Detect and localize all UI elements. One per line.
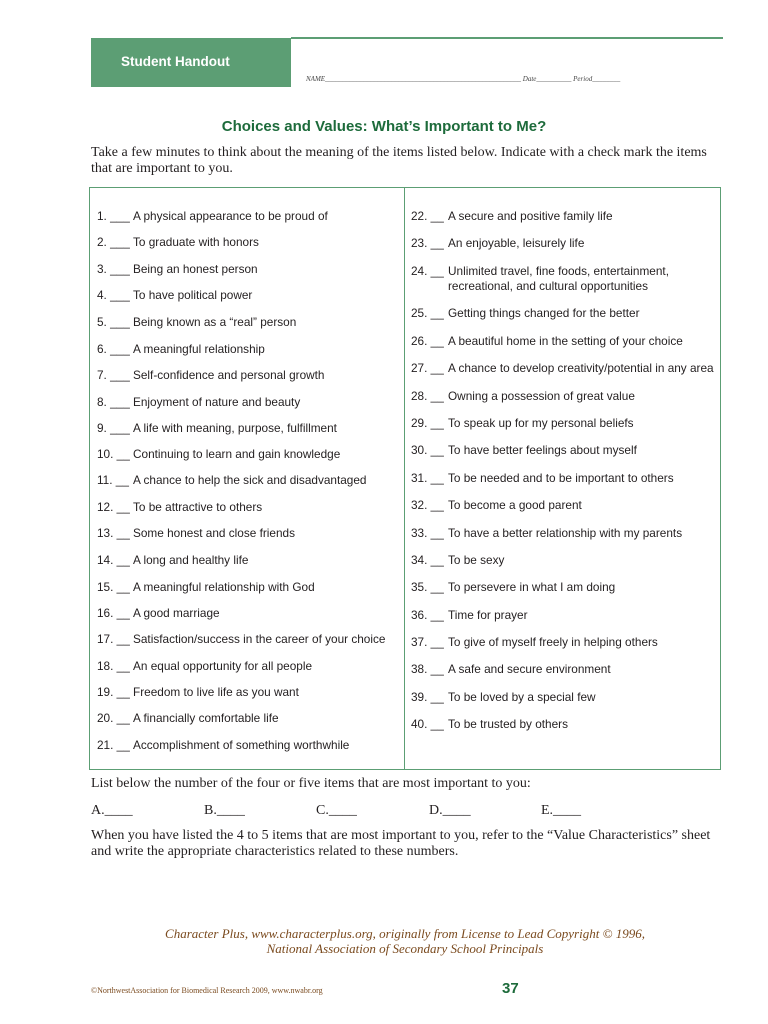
item-number-blank[interactable]: 10. __ bbox=[97, 447, 130, 461]
item-text: A secure and positive family life bbox=[448, 209, 613, 223]
copyright-footer: ©NorthwestAssociation for Biomedical Research 2009, www.nwabr.org bbox=[91, 986, 323, 995]
item-number-blank[interactable]: 28. __ bbox=[411, 389, 444, 403]
item-number-blank[interactable]: 31. __ bbox=[411, 471, 444, 485]
item-number-blank[interactable]: 12. __ bbox=[97, 500, 130, 514]
item-number-blank[interactable]: 23. __ bbox=[411, 236, 444, 250]
item-number-blank[interactable]: 32. __ bbox=[411, 498, 444, 512]
page-title: Choices and Values: What’s Important to Me? bbox=[221, 118, 547, 135]
item-text: To be attractive to others bbox=[133, 500, 263, 514]
blank-c[interactable]: C.____ bbox=[316, 803, 357, 818]
item-text: To persevere in what I am doing bbox=[448, 580, 616, 594]
item-text: Being an honest person bbox=[133, 262, 258, 276]
item-number-blank[interactable]: 8. ___ bbox=[97, 395, 130, 409]
item-number-blank[interactable]: 34. __ bbox=[411, 553, 444, 567]
item-text: Self-confidence and personal growth bbox=[133, 368, 325, 382]
item-text: Getting things changed for the better bbox=[448, 306, 640, 320]
item-number-blank[interactable]: 24. __ bbox=[411, 264, 444, 278]
item-text: A beautiful home in the setting of your choice bbox=[448, 334, 683, 348]
item-number-blank[interactable]: 33. __ bbox=[411, 526, 444, 540]
item-number-blank[interactable]: 4. ___ bbox=[97, 288, 130, 302]
credit-line-1: Character Plus, www.characterplus.org, originally from License to Lead Copyright © 1996, bbox=[165, 926, 645, 941]
item-number-blank[interactable]: 26. __ bbox=[411, 334, 444, 348]
header-banner bbox=[91, 38, 291, 87]
item-text: To have political power bbox=[133, 288, 253, 302]
item-number-blank[interactable]: 13. __ bbox=[97, 526, 130, 540]
item-number-blank[interactable]: 40. __ bbox=[411, 717, 444, 731]
item-number-blank[interactable]: 30. __ bbox=[411, 443, 444, 457]
item-number-blank[interactable]: 14. __ bbox=[97, 553, 130, 567]
blank-a[interactable]: A.____ bbox=[91, 803, 133, 818]
item-number-blank[interactable]: 9. ___ bbox=[97, 421, 130, 435]
item-number-blank[interactable]: 21. __ bbox=[97, 738, 130, 752]
name-date-period-line: NAME________________________________________________________ Date__________ Period________ bbox=[306, 75, 621, 83]
item-text-continued: recreational, and cultural opportunities bbox=[448, 279, 649, 293]
item-text: A good marriage bbox=[133, 606, 220, 620]
page-number: 37 bbox=[502, 980, 519, 997]
item-number-blank[interactable]: 37. __ bbox=[411, 635, 444, 649]
credit-citation bbox=[0, 926, 768, 956]
item-text: Satisfaction/success in the career of your choice bbox=[133, 632, 386, 646]
column-divider bbox=[404, 187, 405, 770]
item-number-blank[interactable]: 1. ___ bbox=[97, 209, 130, 223]
item-text: Continuing to learn and gain knowledge bbox=[133, 447, 341, 461]
item-text: To have better feelings about myself bbox=[448, 443, 637, 457]
credit-line-2: National Association of Secondary School Principals bbox=[266, 941, 544, 956]
item-number-blank[interactable]: 7. ___ bbox=[97, 368, 130, 382]
item-text: To be sexy bbox=[448, 553, 505, 567]
intro-text: Take a few minutes to think about the meaning of the items listed below. Indicate with a check mark the items that are important to you. bbox=[91, 145, 707, 176]
item-number-blank[interactable]: 17. __ bbox=[97, 632, 130, 646]
item-text: To give of myself freely in helping others bbox=[448, 635, 658, 649]
item-text: Unlimited travel, fine foods, entertainment, bbox=[448, 264, 669, 278]
item-number-blank[interactable]: 18. __ bbox=[97, 659, 130, 673]
item-number-blank[interactable]: 15. __ bbox=[97, 580, 130, 594]
blank-e[interactable]: E.____ bbox=[541, 803, 582, 818]
item-number-blank[interactable]: 11. __ bbox=[97, 473, 129, 487]
item-number-blank[interactable]: 19. __ bbox=[97, 685, 130, 699]
item-text: A physical appearance to be proud of bbox=[133, 209, 328, 223]
item-text: To graduate with honors bbox=[133, 235, 259, 249]
item-text: Owning a possession of great value bbox=[448, 389, 635, 403]
item-number-blank[interactable]: 27. __ bbox=[411, 361, 444, 375]
item-text: A financially comfortable life bbox=[133, 711, 279, 725]
list-prompt: List below the number of the four or five items that are most important to you: bbox=[91, 776, 531, 791]
item-number-blank[interactable]: 38. __ bbox=[411, 662, 444, 676]
item-text: To become a good parent bbox=[448, 498, 582, 512]
item-text: A safe and secure environment bbox=[448, 662, 611, 676]
item-text: A meaningful relationship bbox=[133, 342, 265, 356]
item-number-blank[interactable]: 25. __ bbox=[411, 306, 444, 320]
item-text: Being known as a “real” person bbox=[133, 315, 297, 329]
item-number-blank[interactable]: 22. __ bbox=[411, 209, 444, 223]
item-text: A life with meaning, purpose, fulfillment bbox=[133, 421, 337, 435]
header-rule bbox=[291, 37, 723, 39]
item-text: To be needed and to be important to others bbox=[448, 471, 674, 485]
item-text: A meaningful relationship with God bbox=[133, 580, 315, 594]
item-text: To be trusted by others bbox=[448, 717, 569, 731]
item-number-blank[interactable]: 16. __ bbox=[97, 606, 130, 620]
item-number-blank[interactable]: 6. ___ bbox=[97, 342, 130, 356]
item-text: Time for prayer bbox=[448, 608, 528, 622]
closing-instructions: When you have listed the 4 to 5 items that are most important to you, refer to the “Value Characteristics” sheet and write the appropriate characteristics related to these numbers. bbox=[91, 828, 711, 859]
item-number-blank[interactable]: 39. __ bbox=[411, 690, 444, 704]
item-text: A chance to help the sick and disadvantaged bbox=[133, 473, 367, 487]
item-number-blank[interactable]: 5. ___ bbox=[97, 315, 130, 329]
item-text: To be loved by a special few bbox=[448, 690, 596, 704]
item-text: Enjoyment of nature and beauty bbox=[133, 395, 301, 409]
item-number-blank[interactable]: 20. __ bbox=[97, 711, 130, 725]
item-text: An equal opportunity for all people bbox=[133, 659, 313, 673]
item-text: To speak up for my personal beliefs bbox=[448, 416, 634, 430]
header-label: Student Handout bbox=[121, 54, 230, 69]
item-number-blank[interactable]: 2. ___ bbox=[97, 235, 130, 249]
item-number-blank[interactable]: 35. __ bbox=[411, 580, 444, 594]
item-number-blank[interactable]: 36. __ bbox=[411, 608, 444, 622]
item-text: A chance to develop creativity/potential in any area bbox=[448, 361, 714, 375]
item-text: Freedom to live life as you want bbox=[133, 685, 299, 699]
item-number-blank[interactable]: 3. ___ bbox=[97, 262, 130, 276]
item-text: Some honest and close friends bbox=[133, 526, 295, 540]
item-text: Accomplishment of something worthwhile bbox=[133, 738, 350, 752]
item-text: An enjoyable, leisurely life bbox=[448, 236, 585, 250]
item-text: A long and healthy life bbox=[133, 553, 249, 567]
item-number-blank[interactable]: 29. __ bbox=[411, 416, 444, 430]
item-text: To have a better relationship with my parents bbox=[448, 526, 683, 540]
blank-b[interactable]: B.____ bbox=[204, 803, 245, 818]
blank-d[interactable]: D.____ bbox=[429, 803, 471, 818]
